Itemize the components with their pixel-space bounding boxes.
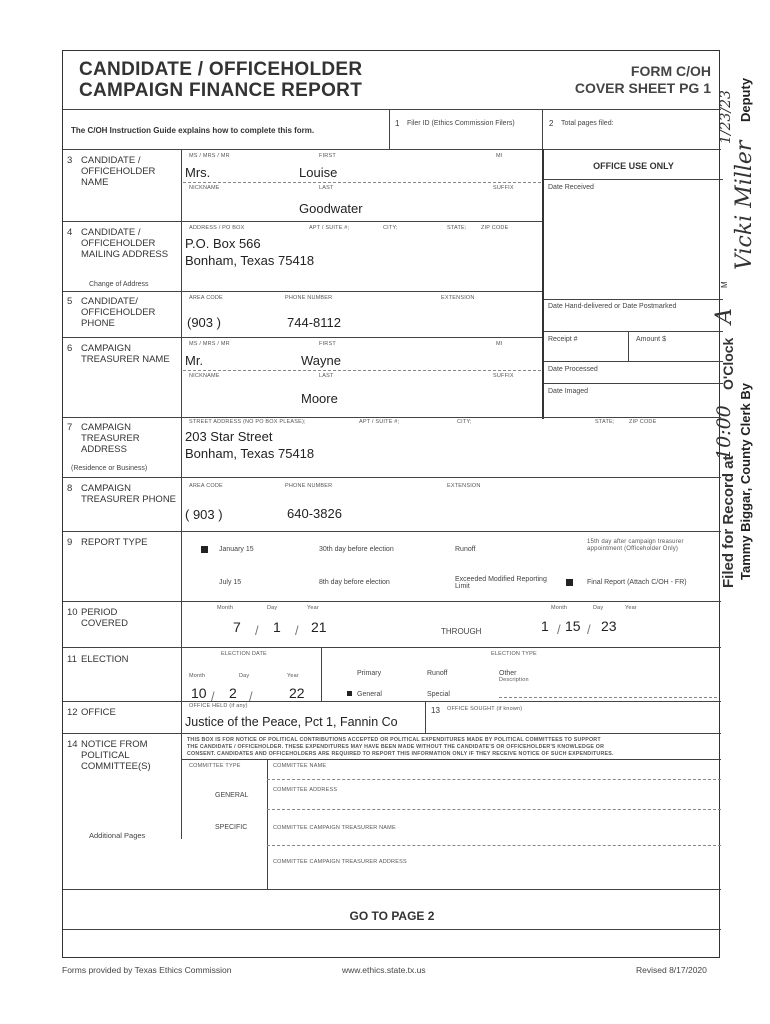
runoff-election-label: Runoff xyxy=(427,670,448,677)
filed-for-record-label: Filed for Record at xyxy=(720,455,737,588)
s6-last-header: LAST xyxy=(319,373,334,379)
committee-name-header: COMMITTEE NAME xyxy=(273,763,327,769)
total-pages-number: 2 xyxy=(549,119,554,128)
s4-zip-header: ZIP CODE xyxy=(481,225,509,231)
s7-city-header: CITY; xyxy=(457,419,472,425)
s8-phone-header: PHONE NUMBER xyxy=(285,483,333,489)
committee-address-header: COMMITTEE ADDRESS xyxy=(273,787,338,793)
election-month[interactable]: 10 xyxy=(191,685,207,701)
s3-suffix-header: SUFFIX xyxy=(493,185,514,191)
s8-area-header: AREA CODE xyxy=(189,483,223,489)
section-10-number: 10 xyxy=(67,607,78,618)
form-page-label: COVER SHEET PG 1 xyxy=(574,80,711,96)
day8-label: 8th day before election xyxy=(319,579,390,586)
candidate-first-name[interactable]: Louise xyxy=(299,165,338,180)
period-end-day[interactable]: 15 xyxy=(565,618,581,634)
treasurer-address-line1[interactable]: 203 Star Street xyxy=(185,429,273,444)
notice-text-2: THE CANDIDATE / OFFICEHOLDER. THESE EXPENDITURES MAY HAVE BEEN MADE WITHOUT THE CANDIDATE'S OR OFFICEHOLDER'S KNOWLEDGE OR xyxy=(187,744,605,750)
section-7-label: CAMPAIGN TREASURER ADDRESS xyxy=(81,422,140,455)
form-id: FORM C/OH xyxy=(630,63,711,79)
section-4-number: 4 xyxy=(67,227,73,238)
clerk-filing-stamp xyxy=(712,60,766,600)
candidate-prefix[interactable]: Mrs. xyxy=(185,165,211,180)
county-clerk-label: Tammy Biggar, County Clerk By xyxy=(738,383,753,580)
treasurer-address-line2[interactable]: Bonham, Texas 75418 xyxy=(185,446,315,461)
s6-first-header: FIRST xyxy=(319,341,336,347)
section-9-label: REPORT TYPE xyxy=(81,537,148,548)
date-received-label: Date Received xyxy=(548,184,594,191)
s3-prefix-header: MS / MRS / MR xyxy=(189,153,230,159)
deputy-signature: Vicki Miller xyxy=(732,140,757,270)
s6-suffix-header: SUFFIX xyxy=(493,373,514,379)
office-sought-header: OFFICE SOUGHT (if known) xyxy=(447,706,523,712)
candidate-address-line2[interactable]: Bonham, Texas 75418 xyxy=(185,253,315,268)
s6-mi-header: MI xyxy=(496,341,503,347)
section-14-label: NOTICE FROM POLITICAL COMMITTEE(S) xyxy=(81,739,151,772)
total-pages-label: Total pages filed: xyxy=(561,120,614,127)
section-8-label: CAMPAIGN TREASURER PHONE xyxy=(81,483,177,505)
treasurer-phone-number[interactable]: 640-3826 xyxy=(287,506,342,521)
notice-text-3: CONSENT. CANDIDATES AND OFFICEHOLDERS ARE REQUIRED TO REPORT THIS INFORMATION ONLY IF THEY RECEIVE NOTICE OF SUCH EXPENDITURES. xyxy=(187,751,614,757)
description-label: Description xyxy=(499,677,529,683)
section-12-label: OFFICE xyxy=(81,707,116,718)
section-6-number: 6 xyxy=(67,343,73,354)
office-use-box xyxy=(542,149,721,419)
s5-phone-header: PHONE NUMBER xyxy=(285,295,333,301)
s10-year-header-2: Year xyxy=(625,605,637,611)
exceeded-label: Exceeded Modified Reporting Limit xyxy=(455,576,547,590)
section-6-label: CAMPAIGN TREASURER NAME xyxy=(81,343,170,365)
election-year[interactable]: 22 xyxy=(289,685,305,701)
jan15-checkbox[interactable] xyxy=(201,546,208,553)
period-end-year[interactable]: 23 xyxy=(601,618,617,634)
s4-apt-header: APT / SUITE #; xyxy=(309,225,350,231)
section-8-number: 8 xyxy=(67,483,73,494)
specific-committee-label: SPECIFIC xyxy=(215,824,248,831)
form-title-line1: CANDIDATE / OFFICEHOLDER xyxy=(79,59,363,80)
election-date-header: ELECTION DATE xyxy=(221,651,267,657)
s10-day-header-2: Day xyxy=(593,605,604,611)
jul15-label: July 15 xyxy=(219,579,242,586)
s10-month-header-1: Month xyxy=(217,605,234,611)
instruction-note: The C/OH Instruction Guide explains how to complete this form. xyxy=(71,126,315,135)
general-label: General xyxy=(357,691,382,698)
am-marker: A xyxy=(712,308,737,324)
section-9-number: 9 xyxy=(67,537,73,548)
section-7-number: 7 xyxy=(67,422,73,433)
jan15-label: January 15 xyxy=(219,546,254,553)
office-held[interactable]: Justice of the Peace, Pct 1, Fannin Co xyxy=(185,715,398,729)
section-10-label: PERIOD COVERED xyxy=(81,607,128,629)
final-report-label: Final Report (Attach C/OH - FR) xyxy=(587,579,687,586)
section-11-number: 11 xyxy=(67,654,77,665)
additional-pages-label: Additional Pages xyxy=(89,831,146,840)
s11-year-header: Year xyxy=(287,673,299,679)
other-label: Other xyxy=(499,670,517,677)
s7-apt-header: APT / SUITE #; xyxy=(359,419,400,425)
oclock-label: O'Clock xyxy=(720,337,736,390)
form-title-line2: CAMPAIGN FINANCE REPORT xyxy=(79,80,363,101)
s11-day-header: Day xyxy=(239,673,250,679)
s11-month-header: Month xyxy=(189,673,206,679)
s6-prefix-header: MS / MRS / MR xyxy=(189,341,230,347)
office-held-header: OFFICE HELD (if any) xyxy=(189,703,248,709)
s3-mi-header: MI xyxy=(496,153,503,159)
committee-type-header: COMMITTEE TYPE xyxy=(189,763,241,769)
footer-revised: Revised 8/17/2020 xyxy=(636,965,707,975)
filed-date-signature: 1/23/23 xyxy=(718,90,734,144)
section-7-sub: (Residence or Business) xyxy=(71,465,148,472)
date-hand-delivered-label: Date Hand-delivered or Date Postmarked xyxy=(548,303,677,310)
candidate-address-line1[interactable]: P.O. Box 566 xyxy=(185,236,261,251)
candidate-phone-number[interactable]: 744-8112 xyxy=(287,315,341,330)
section-14-number: 14 xyxy=(67,739,78,750)
s10-year-header-1: Year xyxy=(307,605,319,611)
s3-first-header: FIRST xyxy=(319,153,336,159)
section-4-label: CANDIDATE / OFFICEHOLDER MAILING ADDRESS xyxy=(81,227,169,260)
candidate-last-name[interactable]: Goodwater xyxy=(299,201,363,216)
s5-extension-header: EXTENSION xyxy=(441,295,475,301)
notice-text-1: THIS BOX IS FOR NOTICE OF POLITICAL CONTRIBUTIONS ACCEPTED OR POLITICAL EXPENDITURES MADE BY POLITICAL COMMITTEES TO SUPPORT xyxy=(187,737,601,743)
period-start-month[interactable]: 7 xyxy=(233,619,241,635)
general-election-checkbox[interactable] xyxy=(347,691,352,696)
runoff-label: Runoff xyxy=(455,546,476,553)
change-of-address[interactable]: Change of Address xyxy=(89,281,149,288)
treasurer-prefix[interactable]: Mr. xyxy=(185,353,204,368)
section-3-number: 3 xyxy=(67,155,73,166)
section-12-number: 12 xyxy=(67,707,78,718)
period-start-day[interactable]: 1 xyxy=(273,619,281,635)
election-day[interactable]: 2 xyxy=(229,685,237,701)
treasurer-area-code[interactable]: ( 903 ) xyxy=(185,507,223,522)
receipt-number-label: Receipt # xyxy=(548,336,578,343)
s10-month-header-2: Month xyxy=(551,605,568,611)
deputy-label: Deputy xyxy=(738,77,753,122)
footer-provider: Forms provided by Texas Ethics Commission xyxy=(62,965,232,975)
filer-id-number: 1 xyxy=(395,119,400,128)
section-3-label: CANDIDATE / OFFICEHOLDER NAME xyxy=(81,155,156,188)
s7-zip-header: ZIP CODE xyxy=(629,419,657,425)
election-type-header: ELECTION TYPE xyxy=(491,651,537,657)
section-11-label: ELECTION xyxy=(81,654,129,665)
period-end-month[interactable]: 1 xyxy=(541,618,549,634)
s7-state-header: STATE; xyxy=(595,419,615,425)
special-label: Special xyxy=(427,691,450,698)
treasurer-first-name[interactable]: Wayne xyxy=(301,353,341,368)
s10-day-header-1: Day xyxy=(267,605,278,611)
through-label: THROUGH xyxy=(441,627,482,636)
treasurer-last-name[interactable]: Moore xyxy=(301,391,338,406)
day30-label: 30th day before election xyxy=(319,546,394,553)
filer-id-label: Filer ID (Ethics Commission Filers) xyxy=(407,120,515,127)
s6-nickname-header: NICKNAME xyxy=(189,373,220,379)
s5-area-header: AREA CODE xyxy=(189,295,223,301)
s3-last-header: LAST xyxy=(319,185,334,191)
treasurer-address-header: COMMITTEE CAMPAIGN TREASURER ADDRESS xyxy=(273,859,407,865)
campaign-finance-form: CANDIDATE / OFFICEHOLDER CAMPAIGN FINANCE REPORT FORM C/OH COVER SHEET PG 1 The C/OH Instruction Guide explains how to complete this form. 1 Filer ID (Ethics Commission Filers) 2 Total pages filed: OFFICE USE ONLY Date Received Date Hand-delivered or Date Postmarked Receipt # Amount $ Date Processed Date Imaged 3 CANDIDATE / OFFICEHOLDER NAME MS / MRS / MR FIRST MI Mrs. Louise NICKNAME LAST SUFFIX Goodwater 4 CANDIDATE / OFFICEHOLDER MAILING ADDRESS Change of Address ADDRESS / PO BOX APT / SUITE #; CITY; STATE; ZIP CODE P.O. Box 566 Bonham, Texas 75418 5 CANDIDATE/ OFFICEHOLDER PHONE AREA CODE PHONE NUMBER EXTENSION (903 ) 744-8112 6 CAMPAIGN TREASURER NAME MS / MRS / MR FIRST MI Mr. Wayne NICKNAME LAST SUFFIX Moore 7 CAMPAIGN TREASURER ADDRESS (Residence or Business) STREET ADDRESS (NO PO BOX PLEASE); APT / SUITE #; CITY; STATE; ZIP CODE 203 Star Street Bonham, Texas 75418 8 CAMPAIGN TREASURER PHONE AREA CODE PHONE NUMBER EXTENSION ( 903 ) 640-3826 9 REPORT TYPE January 15 July 15 30th day before election 8th day before election Runoff Exceeded Modified Reporting Limit 15th day after campaign treasurer appointment (Officeholder Only) Final Report (Attach C/OH - FR) 10 PERIOD COVERED Month Day Year Month Day Year 7 / 1 / 21 THROUGH 1 / 15 / 23 11 ELECTION ELECTION DATE ELECTION TYPE Month Day Year 10 / 2 / 22 Primary Runoff Other Description General Special 12 OFFICE OFFICE HELD (if any) Justice of the Peace, Pct 1, Fannin Co 13 OFFICE SOUGHT (if known) 14 NOTICE FROM POLITICAL COMMITTEE(S) Additional Pages THIS BOX IS FOR NOTICE OF POLITICAL CONTRIBUTIONS ACCEPTED OR POLITICAL EXPENDITURES MADE BY POLITICAL COMMITTEES TO SUPPORT THE CANDIDATE / OFFICEHOLDER. THESE EXPENDITURES MAY HAVE BEEN MADE WITHOUT THE CANDIDATE'S OR OFFICEHOLDER'S KNOWLEDGE OR CONSENT. CANDIDATES AND OFFICEHOLDERS ARE REQUIRED TO REPORT THIS INFORMATION ONLY IF THEY RECEIVE NOTICE OF SUCH EXPENDITURES. COMMITTEE TYPE COMMITTEE NAME GENERAL COMMITTEE ADDRESS SPECIFIC COMMITTEE CAMPAIGN TREASURER NAME COMMITTEE CAMPAIGN TREASURER ADDRESS GO TO PAGE 2 xyxy=(62,50,720,958)
s8-extension-header: EXTENSION xyxy=(447,483,481,489)
s4-address-header: ADDRESS / PO BOX xyxy=(189,225,245,231)
section-13-number: 13 xyxy=(431,706,440,715)
office-use-title: OFFICE USE ONLY xyxy=(593,161,674,171)
amount-label: Amount $ xyxy=(636,336,666,343)
final-report-checkbox[interactable] xyxy=(566,579,573,586)
section-5-number: 5 xyxy=(67,296,73,307)
s4-city-header: CITY; xyxy=(383,225,398,231)
section-5-label: CANDIDATE/ OFFICEHOLDER PHONE xyxy=(81,296,156,329)
primary-label: Primary xyxy=(357,670,382,677)
general-committee-label: GENERAL xyxy=(215,792,249,799)
treasurer-name-header: COMMITTEE CAMPAIGN TREASURER NAME xyxy=(273,825,396,831)
candidate-area-code[interactable]: (903 ) xyxy=(187,315,221,330)
s3-nickname-header: NICKNAME xyxy=(189,185,220,191)
footer-website[interactable]: www.ethics.state.tx.us xyxy=(342,965,426,975)
s7-address-header: STREET ADDRESS (NO PO BOX PLEASE); xyxy=(189,419,306,425)
s4-state-header: STATE; xyxy=(447,225,467,231)
day15-label: 15th day after campaign treasurer appointment (Officeholder Only) xyxy=(587,539,684,552)
date-imaged-label: Date Imaged xyxy=(548,388,589,395)
period-start-year[interactable]: 21 xyxy=(311,619,327,635)
date-processed-label: Date Processed xyxy=(548,366,598,373)
go-to-page-2[interactable]: GO TO PAGE 2 xyxy=(349,909,435,923)
m-marker: M xyxy=(720,281,729,288)
filed-time: 10:00 xyxy=(713,405,735,460)
